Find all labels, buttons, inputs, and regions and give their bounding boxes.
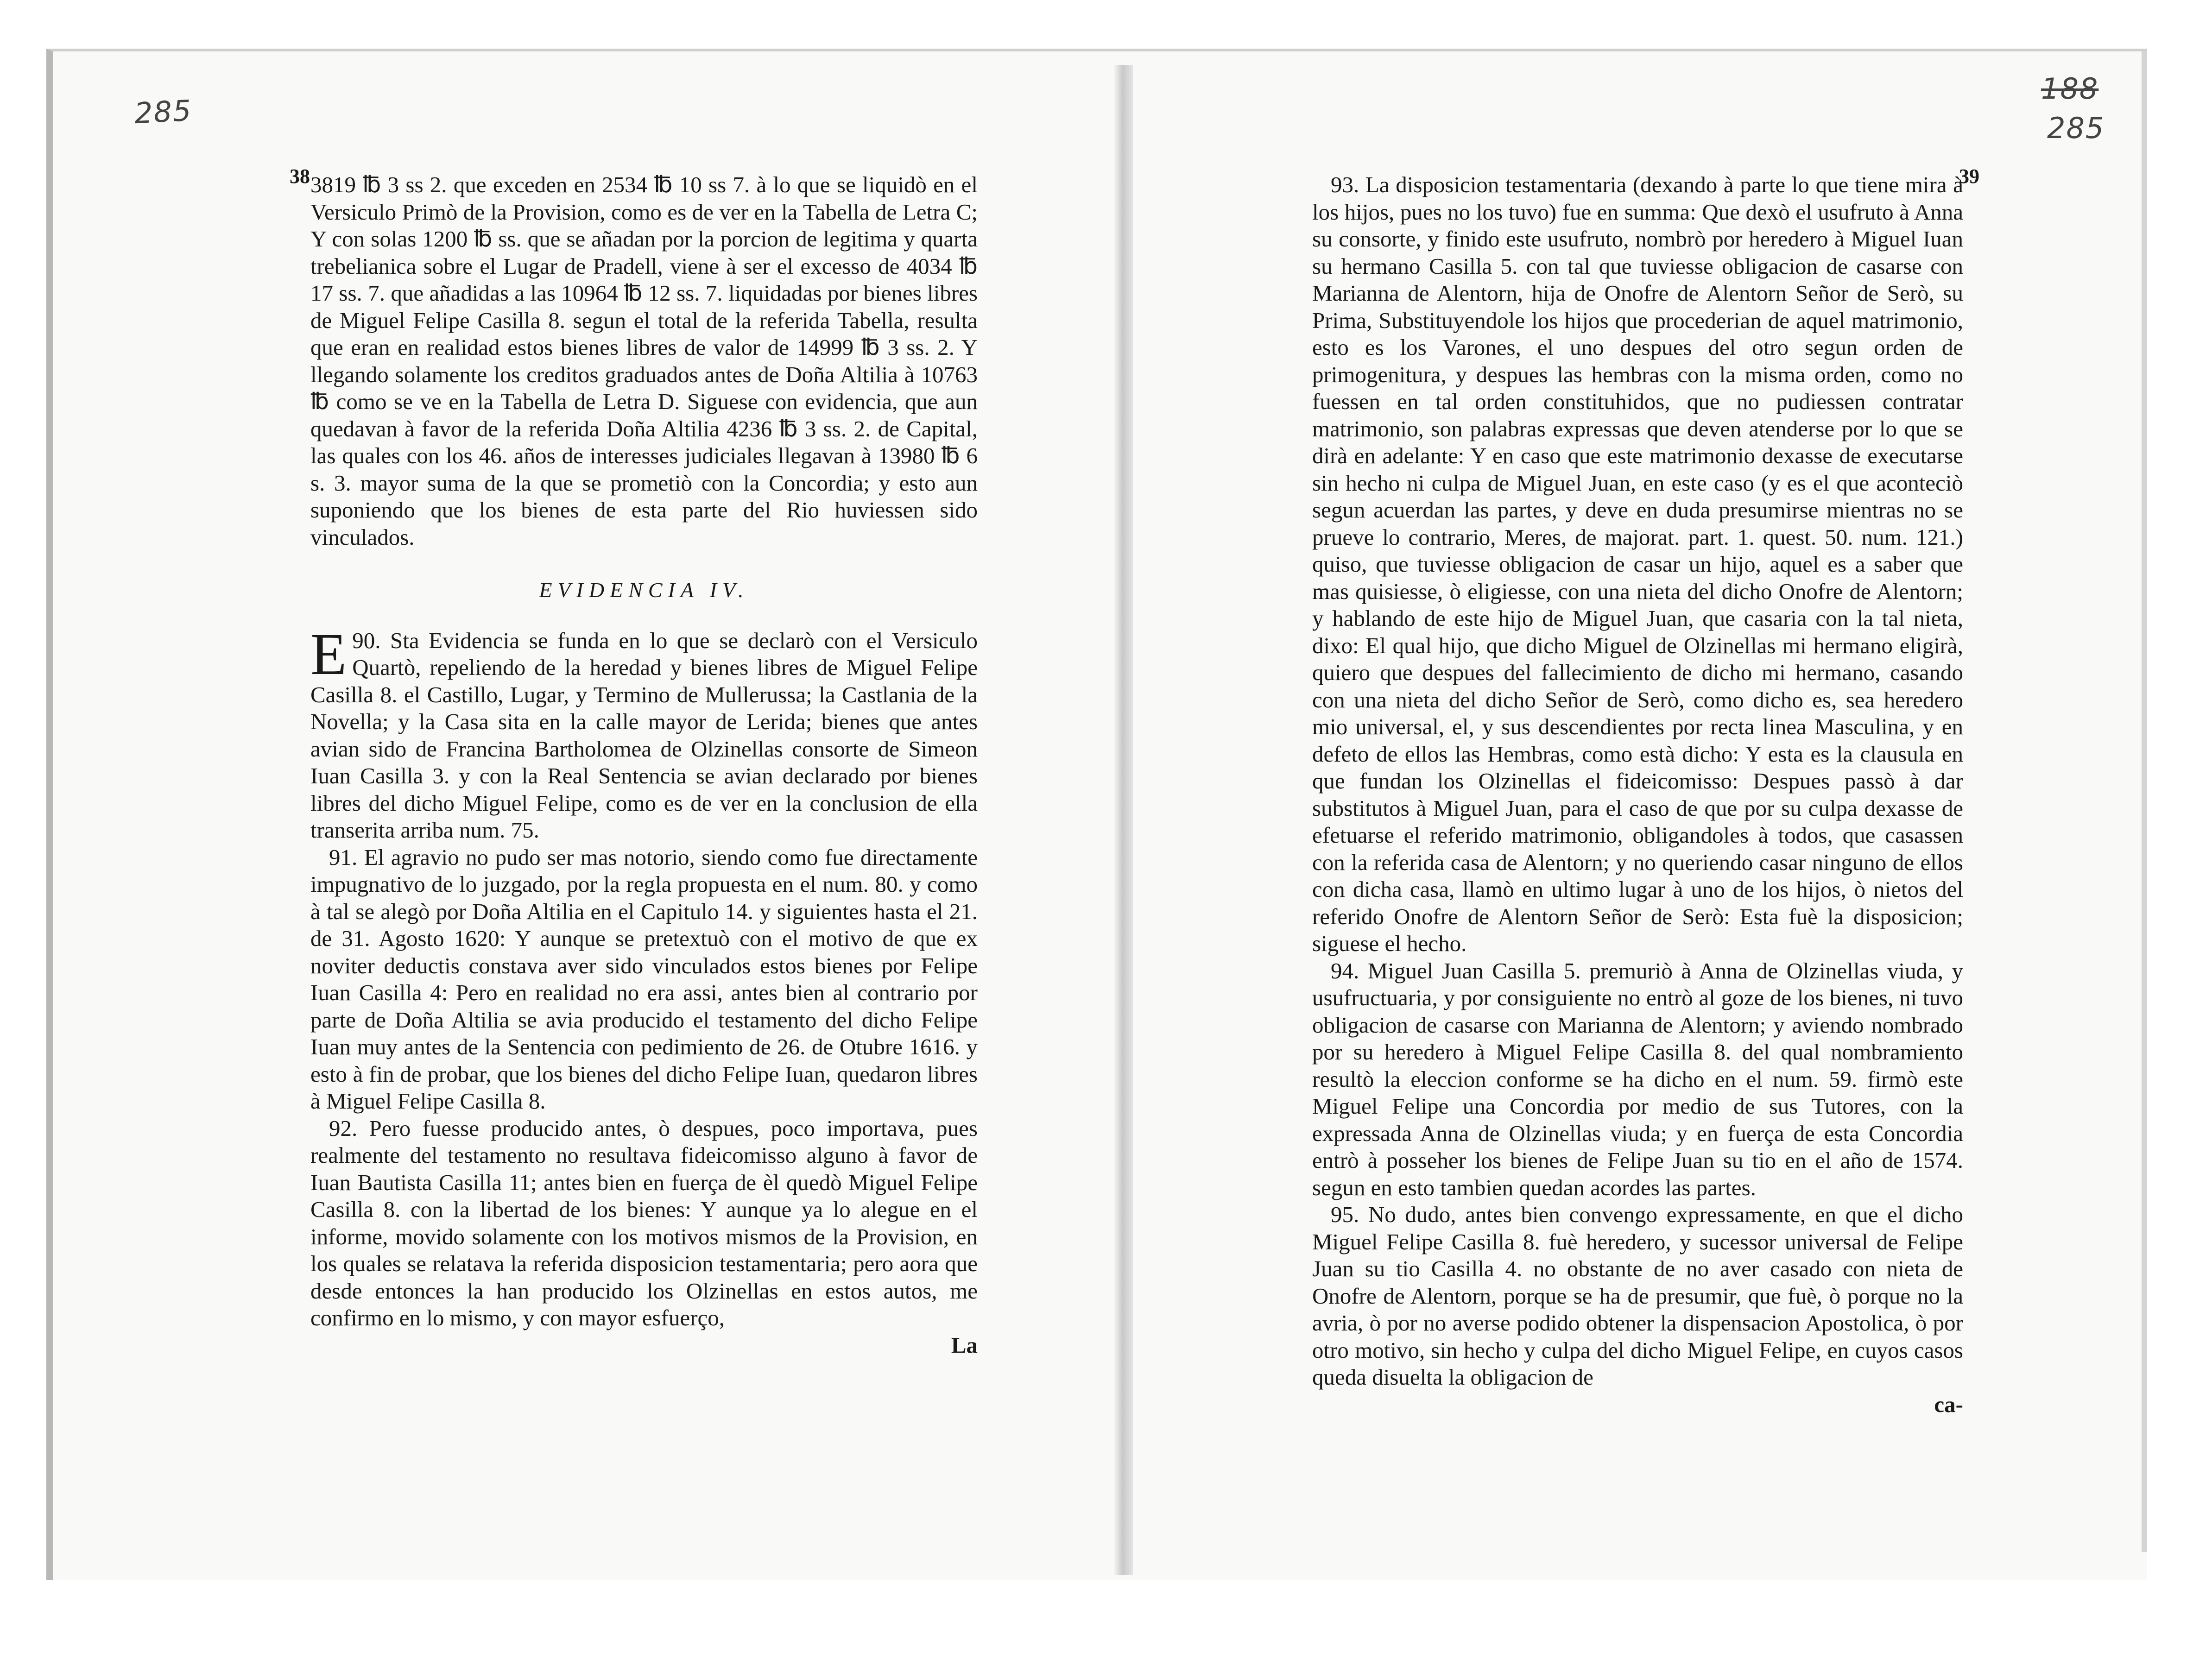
paragraph-number: 94. — [1331, 958, 1359, 983]
paragraph-number: 91. — [329, 844, 358, 870]
right-page — [1312, 165, 1979, 1418]
drop-cap: E — [310, 621, 347, 687]
handwritten-folio-right: 285 — [2047, 111, 2105, 145]
paragraph-94 — [1312, 958, 1963, 1202]
paragraph-90 — [310, 621, 978, 844]
page-edge — [2142, 51, 2147, 1552]
paragraph-text: No dudo, antes bien convengo expressamente, en que el dicho Miguel Felipe Casilla 8. fuè heredero, y sucessor universal de Felipe Juan su tio Casilla 4. no obstante de no aver casado con nieta de Onofre de Alentorn, porque se ha de presumir, que fuè, ò porque no la avria, ò por no averse podido obtener la dispensacion Apostolica, ò por otro motivo, sin hecho y culpa del dicho Miguel Felipe, en cuyos casos queda disuelta la obligacion de — [1312, 1202, 1964, 1390]
book-gutter — [1114, 65, 1133, 1575]
paragraph-text: El agravio no pudo ser mas notorio, siendo como fue directamente impugnativo de lo juzgado, por la regla propuesta en el num. 80. y como à tal se alegò por Doña Altilia en el Capitulo 14. y siguientes hasta el 21. de 31. Agosto 1620: Y aunque se pretextuò con el motivo de que ex noviter deductis constava aver sido vinculados estos bienes por Felipe Iuan Casilla 4: Pero en realidad no era assi, antes bien al contrario por parte de Doña Altilia se avia producido el testamento del dicho Felipe Iuan muy antes de la Sentencia con pedimiento de 26. de Otubre 1616. y esto à fin de probar, que los bienes del dicho Felipe Iuan, quedaron libres à Miguel Felipe Casilla 8. — [310, 844, 978, 1114]
paragraph-text: Miguel Juan Casilla 5. premuriò à Anna de Olzinellas viuda, y usufructuaria, y por consiguiente no entrò al goze de los bienes, ni tuvo obligacion de casarse con Marianna de Alentorn; y aviendo nombrado por su heredero à Miguel Felipe Casilla 8. del qual nombramiento resultò la eleccion conforme se ha dicho en el num. 59. firmò este Miguel Felipe una Concordia por medio de sus Tutores, con la expressada Anna de Olzinellas viuda; y en fuerça de esta Concordia entrò à posseher los bienes de Felipe Juan su tio en el año de 1574. segun en esto tambien quedan acordes las partes. — [1312, 958, 1964, 1200]
paragraph-92 — [310, 1115, 978, 1332]
paragraph-number: 90. — [352, 627, 381, 653]
paragraph-93 — [1312, 171, 1963, 958]
catchword: ca- — [1934, 1391, 1963, 1417]
handwritten-folio-left: 285 — [133, 93, 193, 131]
paragraph-number: 93. — [1331, 172, 1359, 197]
paragraph-95 — [1312, 1201, 1963, 1391]
section-heading: EVIDENCIA IV. — [539, 578, 749, 602]
catchword: La — [951, 1332, 978, 1358]
paragraph-text: Sta Evidencia se funda en lo que se declarò con el Versiculo Quartò, repeliendo de la heredad y bienes libres de Miguel Felipe Casilla 8. el Castillo, Lugar, y Termino de Mullerussa; la Castlania de la Novella; y la Casa sita en la calle mayor de Lerida; bienes que antes avian sido de Francina Bartholomea de Olzinellas consorte de Simeon Iuan Casilla 3. y con la Real Sentencia se avian declarado por bienes libres del dicho Miguel Felipe, como es de ver en la conclusion de ella transerita arriba num. 75. — [310, 627, 978, 843]
left-page — [290, 165, 978, 1359]
handwritten-folio-struck: 188 — [2041, 72, 2099, 106]
page-number: 39 — [1959, 165, 1979, 188]
paragraph-91 — [310, 844, 978, 1115]
paragraph-text: La disposicion testamentaria (dexando à parte lo que tiene mira à los hijos, pues no los tuvo) fue en summa: Que dexò el usufruto à Anna su consorte, y finido este usufruto, nombrò por heredero à Miguel Iuan su hermano Casilla 5. con tal que tuviesse obligacion de casarse con Marianna de Alentorn, hija de Onofre de Alentorn Señor de Serò, su Prima, Substituyendole los hijos que procederian de aquel matrimonio, esto es los Varones, el uno despues del otro segun orden de primogenitura, y despues las hembras con la misma orden, como no fuessen en tal orden constituhidos, que no pudiessen contratar matrimonio, son palabras expressas que deven atenderse por lo que se dirà en adelante: Y en caso que este matrimonio dexasse de executarse sin hecho ni culpa de Miguel Juan, en este caso (y es el que aconteciò segun acuerdan las partes, y deve en duda presumirse mientras no se prueve lo contrario, Meres, de majorat. part. 1. quest. 50. num. 121.) quiso, que tuviesse obligacion de casar un hijo, aquel es a saber que mas quisiesse, ò eligiesse, con una nieta del dicho Onofre de Alentorn; y hablando de este hijo de Miguel Juan, que casaria con la tal nieta, dixo: El qual hijo, que dicho Miguel de Olzinellas mi hermano eligirà, quiero que despues del fallecimiento de dicho mi hermano, casando con una nieta del dicho Señor de Serò, como dicho es, sea heredero mio universal, el, y sus descendientes por recta linea Masculina, y en defeto de ellos las Hembras, como està dicho: Y esta es la clausula en que fundan los Olzinellas el fideicomisso: Despues passò à dar substitutos à Miguel Juan, para el caso de que por su culpa dexasse de efetuarse el referido matrimonio, obligandoles à todos, que casassen con la referida casa de Alentorn; y no queriendo casar ninguno de ellos con dicha casa, llamò en ultimo lugar à uno de los hijos, ò nietos del referido Onofre de Alentorn Señor de Serò: Esta fuè la disposicion; siguese el hecho. — [1312, 172, 1963, 956]
paragraph-text: Pero fuesse producido antes, ò despues, poco importava, pues realmente del testamento no resultava fideicomisso alguno à favor de Iuan Bautista Casilla 11; antes bien en fuerça de èl quedò Miguel Felipe Casilla 8. con la libertad de los bienes: Y aunque ya lo alegue en el informe, movido solamente con los motivos mismos de la Provision, en los quales se relatava la referida disposicion testamentaria; pero aora que desde entonces la han producido los Olzinellas en estos autos, me confirmo en lo mismo, y con mayor esfuerço, — [310, 1115, 978, 1330]
paragraph-number: 92. — [329, 1115, 358, 1141]
page-number: 38 — [290, 165, 310, 188]
paragraph-number: 95. — [1331, 1202, 1359, 1227]
paragraph-intro: 3819 ℔ 3 ss 2. que exceden en 2534 ℔ 10 ss 7. à lo que se liquidò en el Versiculo Primò de la Provision, como es de ver en la Tabella de Letra C; Y con solas 1200 ℔ ss. que se añadan por la porcion de legitima y quarta trebelianica sobre el Lugar de Pradell, viene à ser el excesso de 4034 ℔ 17 ss. 7. que añadidas a las 10964 ℔ 12 ss. 7. liquidadas por bienes libres de Miguel Felipe Casilla 8. segun el total de la referida Tabella, resulta que eran en realidad estos bienes libres de valor de 14999 ℔ 3 ss. 2. Y llegando solamente los creditos graduados antes de Doña Altilia à 10763 ℔ como se ve en la Tabella de Letra D. Siguese con evidencia, que aun quedavan à favor de la referida Doña Altilia 4236 ℔ 3 ss. 2. de Capital, las quales con los 46. años de interesses judiciales llegavan à 13980 ℔ 6 s. 3. mayor suma de la que se prometiò con la Concordia; y esto aun suponiendo que los bienes de esta parte del Rio huviessen sido vinculados. — [310, 172, 978, 550]
